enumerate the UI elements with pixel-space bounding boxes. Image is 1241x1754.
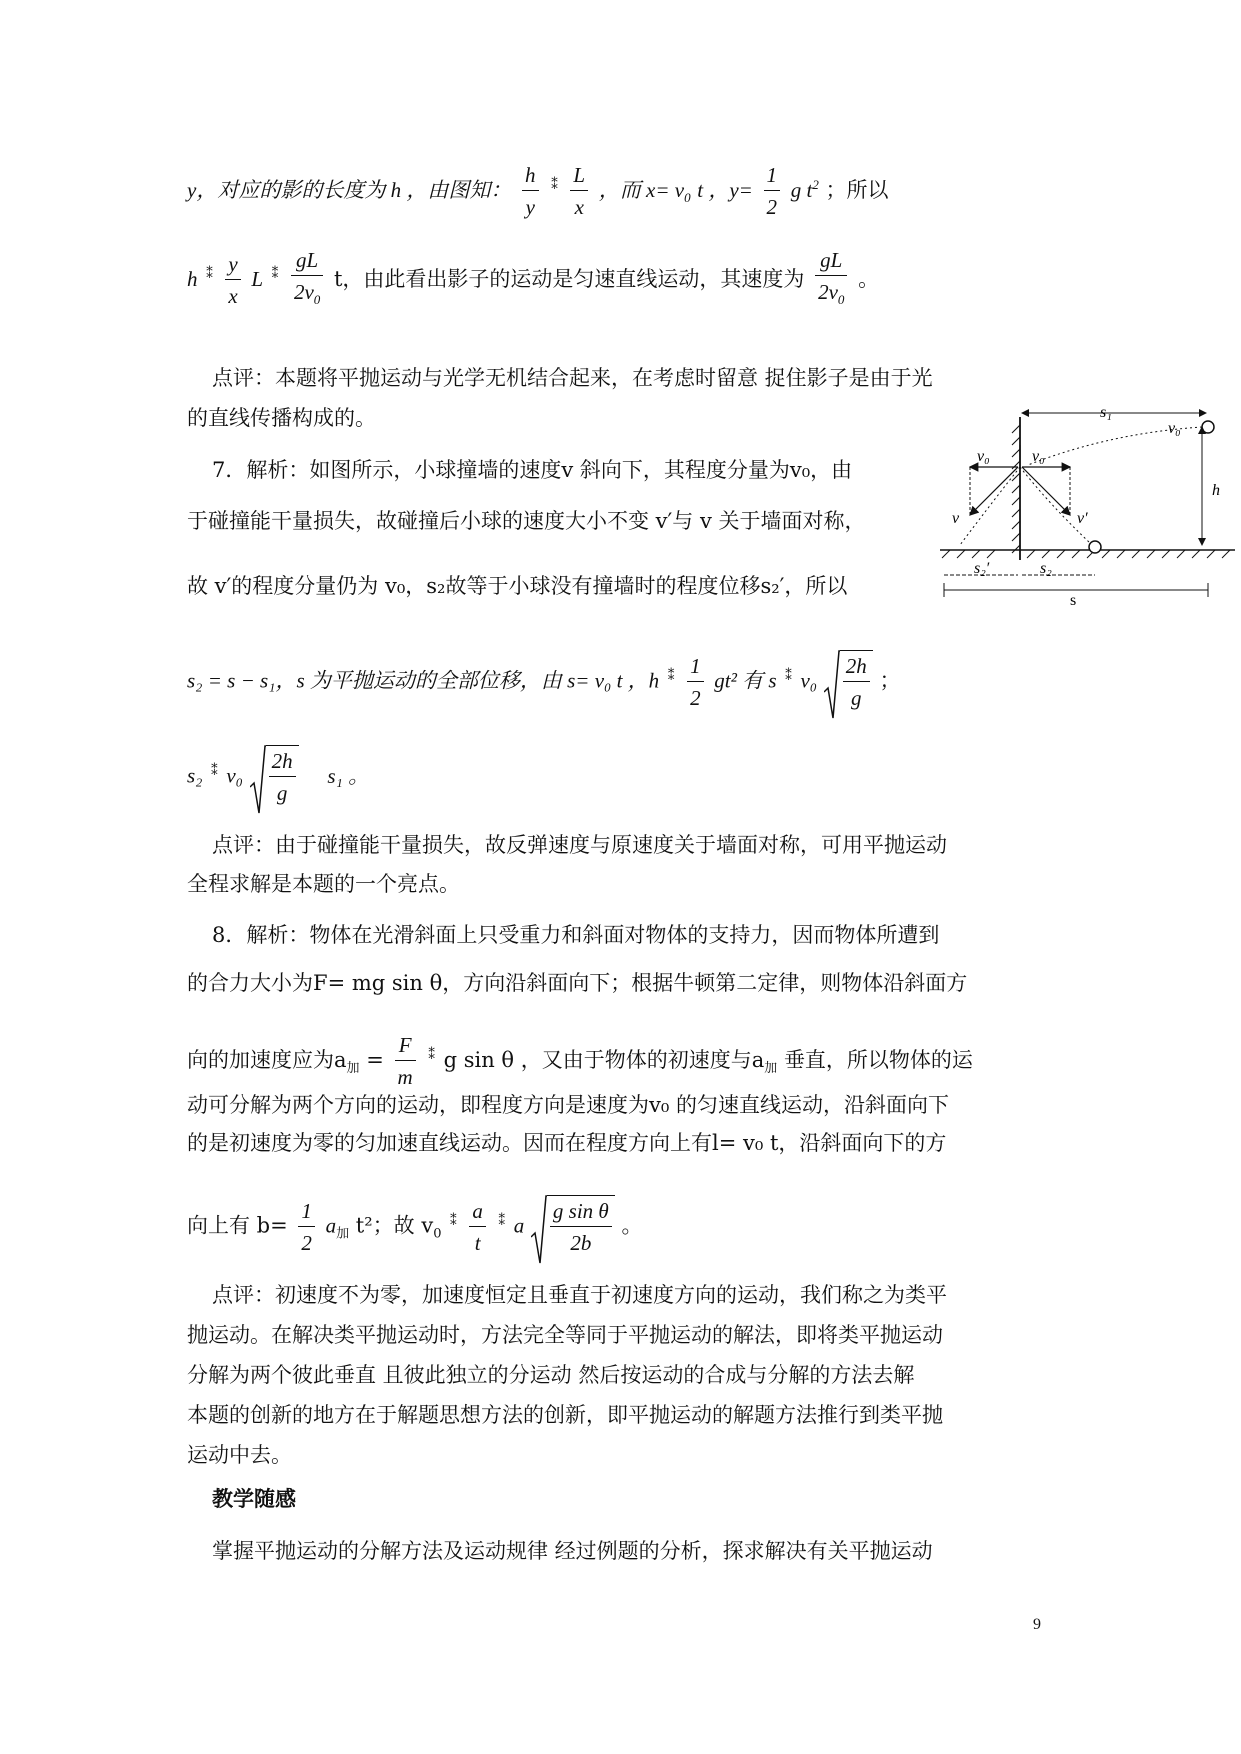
section-heading: 教学随感 (212, 1487, 296, 1511)
superscript: 2 (812, 177, 819, 192)
review3-line1: 点评：初速度不为零，加速度恒定且垂直于初速度方向的运动，我们称之为类平 (212, 1283, 947, 1307)
review1-line2: 的直线传播构成的。 (187, 406, 376, 430)
subscript: 0 (684, 190, 691, 206)
text-run: t²；故 v (355, 1213, 434, 1238)
label-v-prime: v′ (1077, 510, 1088, 527)
q7-line3: 故 v′的程度分量仍为 v₀，s₂故等于小球没有撞墙时的程度位移s₂′，所以 (187, 574, 848, 598)
review3-line2: 抛运动。在解决类平抛运动时，方法完全等同于平抛运动的解法，即将类平抛运动 (187, 1323, 943, 1347)
text-run: s₂ (187, 763, 203, 788)
review2-line2: 全程求解是本题的一个亮点。 (187, 872, 460, 896)
review3-line5: 运动中去。 (187, 1443, 292, 1467)
q8-line5: 的是初速度为零的匀加速直线运动。因而在程度方向上有l= v₀ t，沿斜面向下的方 (187, 1131, 947, 1155)
text-run: 。 (858, 267, 880, 292)
equals-symbol: ⁑ (667, 668, 675, 684)
text-run: 向的加速度应为a (187, 1048, 347, 1072)
equals-symbol: ⁑ (211, 763, 218, 779)
fraction: $\frac{gL}{2v_0}$ (815, 245, 847, 316)
equals-symbol: ⁑ (206, 267, 213, 283)
fraction: $\frac{1}{2}$ (298, 1196, 315, 1259)
text-run: ；所以 (825, 178, 889, 202)
fraction: $\frac{y}{x}$ (225, 249, 240, 312)
text-run: = (366, 1048, 384, 1072)
subscript: 加 (336, 1226, 350, 1242)
review3-line4: 本题的创新的地方在于解题思想方法的创新，即平抛运动的解题方法推行到类平抛 (187, 1403, 943, 1427)
text-run: v₀ (800, 668, 818, 693)
q7-line2: 于碰撞能干量损失，故碰撞后小球的速度大小不变 v′与 v 关于墙面对称， (187, 509, 866, 533)
equals-symbol: ⁑ (785, 668, 792, 684)
label-v0-left: v₀ (977, 448, 990, 465)
review3-line3: 分解为两个彼此垂直 且彼此独立的分运动 然后按运动的合成与分解的方法去解 (187, 1363, 915, 1387)
q7-line5 (187, 745, 369, 809)
square-root: $\frac{2h}{g}$ (824, 650, 873, 714)
fraction: $\frac{1}{2}$ (764, 160, 781, 223)
fraction: $\frac{gL}{2v_0}$ (291, 245, 323, 316)
text-run: a (325, 1213, 337, 1238)
text-run: g t (790, 178, 813, 202)
subscript: 0 (433, 1226, 442, 1242)
square-root: $\frac{2h}{g}$ (250, 745, 299, 809)
subscript: 加 (764, 1061, 778, 1077)
label-v0-top: v₀ (1168, 420, 1181, 437)
label-s1: s₁ (1100, 405, 1112, 421)
q8-line4: 动可分解为两个方向的运动，即程度方向是速度为v₀ 的匀速直线运动，沿斜面向下 (187, 1093, 949, 1117)
p1-line (187, 160, 889, 223)
text-run: 。 (621, 1213, 643, 1238)
p2-line (187, 245, 879, 316)
equals-symbol: ⁑ (551, 178, 558, 193)
fraction: $\frac{a}{t}$ (469, 1196, 486, 1259)
text-run: ，而 x= v (598, 178, 685, 202)
page-number: 9 (1033, 1616, 1041, 1633)
q7-line4 (187, 650, 900, 714)
section-line1: 掌握平抛运动的分解方法及运动规律 经过例题的分析，探求解决有关平抛运动 (212, 1539, 933, 1563)
text-run: t，由此看出影子的运动是匀速直线运动，其速度为 (333, 267, 805, 292)
fraction: $\frac{1}{2}$ (687, 651, 704, 714)
equals-symbol: ⁑ (498, 1213, 506, 1229)
label-h: h (1212, 482, 1220, 499)
fraction: $\frac{h}{y}$ (522, 160, 539, 223)
label-v: v (952, 510, 960, 527)
text-run: s₁ 。 (327, 763, 370, 788)
q8-line6 (187, 1195, 642, 1259)
subscript: 加 (346, 1061, 360, 1077)
q8-line2: 的合力大小为F= mg sin θ，方向沿斜面向下；根据牛顿第二定律，则物体沿斜面方 (187, 971, 968, 995)
text-run: g sin θ ，又由于物体的初速度与a (443, 1048, 765, 1072)
equals-symbol: ⁑ (271, 267, 279, 283)
q8-line1: 8．解析：物体在光滑斜面上只受重力和斜面对物体的支持力，因而物体所遭到 (212, 923, 940, 947)
label-s: s (1070, 592, 1077, 609)
fraction: $\frac{F}{m}$ (395, 1030, 416, 1093)
q7-line1: 7．解析：如图所示，小球撞墙的速度v 斜向下，其程度分量为v₀，由 (212, 458, 853, 482)
text-run: h (187, 267, 198, 292)
text-run: L (251, 267, 264, 292)
q8-line3 (187, 1030, 973, 1093)
square-root: $\frac{\text{g sin θ}}{2b}$ (531, 1195, 615, 1259)
text-run: 垂直，所以物体的运 (783, 1048, 973, 1072)
fraction: $\frac{L}{x}$ (570, 160, 588, 223)
text-run: a (513, 1213, 525, 1238)
text-run: t ，y= (697, 178, 753, 202)
review1-line1: 点评：本题将平抛运动与光学无机结合起来，在考虑时留意 捉住影子是由于光 (212, 366, 933, 390)
label-v0-right: v₀ (1032, 448, 1045, 465)
text-run: 向上有 b= (187, 1213, 288, 1238)
wall-rebound-diagram (940, 405, 1235, 615)
label-s2: s₂ (1040, 560, 1052, 577)
review2-line1: 点评：由于碰撞能干量损失，故反弹速度与原速度关于墙面对称，可用平抛运动 (212, 833, 947, 857)
text-run: y，对应的影的长度为 h ，由图知： (187, 178, 512, 202)
label-s2-prime: s₂′ (974, 560, 990, 577)
text-run: gt² 有 s (714, 668, 777, 693)
text-run: ； (879, 668, 901, 693)
text-run: v₀ (226, 763, 243, 788)
text-run: s₂ = s − s₁，s 为平抛运动的全部位移，由 s= v₀ t ，h (187, 668, 660, 693)
equals-symbol: ⁑ (450, 1213, 457, 1229)
equals-symbol: ⁑ (428, 1048, 435, 1063)
